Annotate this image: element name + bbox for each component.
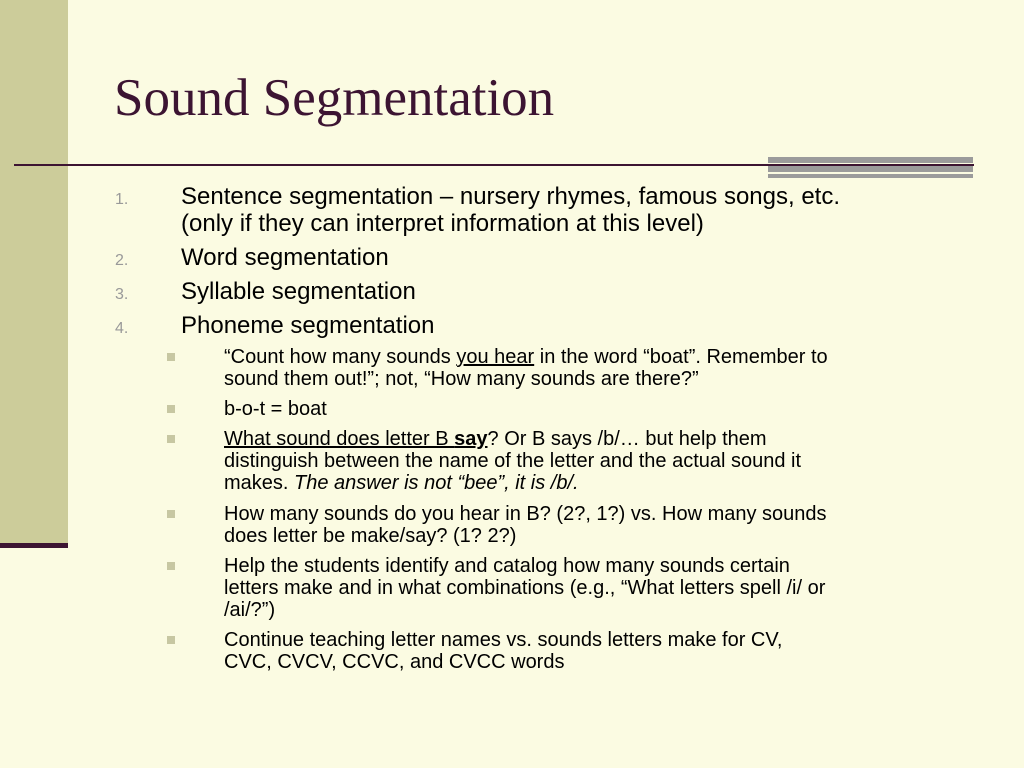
square-bullet-icon <box>167 405 175 413</box>
accent-stripe <box>768 166 973 172</box>
sub-bullet-line: How many sounds do you hear in B? (2?, 1?) vs. How many sounds <box>224 503 827 525</box>
accent-stripe <box>768 174 973 178</box>
sub-bullet-line: /ai/?”) <box>224 599 276 621</box>
italic-text: The answer is not “bee”, it is /b/. <box>294 472 579 494</box>
sub-bullet-how-many-sounds <box>224 503 969 547</box>
bold-underlined-text: say <box>454 428 488 450</box>
sub-bullet-line: does letter be make/say? (1? 2?) <box>224 525 517 547</box>
left-sidebar-rule <box>0 543 68 548</box>
sub-bullet-letter-b <box>224 428 969 494</box>
text-run: “Count how many sounds <box>224 346 457 368</box>
sub-bullet-line <box>224 346 969 368</box>
underlined-text: you hear <box>456 346 535 368</box>
square-bullet-icon <box>167 510 175 518</box>
sub-bullet-line: sound them out!”; not, “How many sounds are there?” <box>224 368 699 390</box>
sub-bullet-line: CVC, CVCV, CCVC, and CVCC words <box>224 651 565 673</box>
text-run: in the word “boat”. Remember to <box>534 346 828 368</box>
list-number: 3. <box>115 286 129 303</box>
square-bullet-icon <box>167 353 175 361</box>
list-number: 4. <box>115 320 129 337</box>
sub-bullet-boat: b-o-t = boat <box>224 398 327 420</box>
list-item-sentence-segmentation <box>181 183 981 237</box>
sub-bullet-line <box>224 428 969 450</box>
sub-bullet-catalog-sounds <box>224 555 969 621</box>
text-run: ? Or B says /b/… but help them <box>487 428 767 450</box>
sub-bullet-line: Help the students identify and catalog how many sounds certain <box>224 555 790 577</box>
text-run: makes. <box>224 472 295 494</box>
list-number: 1. <box>115 191 129 208</box>
square-bullet-icon <box>167 435 175 443</box>
sub-bullet-letter-names <box>224 629 969 673</box>
sub-bullet-count-sounds <box>224 346 969 390</box>
title-accent-bars <box>768 157 973 179</box>
left-sidebar-bar <box>0 0 68 545</box>
list-item-line: (only if they can interpret information at this level) <box>181 210 704 237</box>
sub-bullet-line <box>224 472 969 494</box>
slide-title: Sound Segmentation <box>114 69 555 127</box>
accent-stripe <box>768 157 973 163</box>
square-bullet-icon <box>167 562 175 570</box>
sub-bullet-line: distinguish between the name of the letter and the actual sound it <box>224 450 802 472</box>
list-item-phoneme-segmentation: Phoneme segmentation <box>181 312 435 339</box>
list-item-syllable-segmentation: Syllable segmentation <box>181 278 416 305</box>
list-number: 2. <box>115 252 129 269</box>
square-bullet-icon <box>167 636 175 644</box>
list-item-line: Sentence segmentation – nursery rhymes, famous songs, etc. <box>181 183 841 210</box>
underlined-text: What sound does letter B <box>224 428 455 450</box>
sub-bullet-line: letters make and in what combinations (e.g., “What letters spell /i/ or <box>224 577 826 599</box>
list-item-word-segmentation: Word segmentation <box>181 244 389 271</box>
sub-bullet-line: Continue teaching letter names vs. sounds letters make for CV, <box>224 629 783 651</box>
